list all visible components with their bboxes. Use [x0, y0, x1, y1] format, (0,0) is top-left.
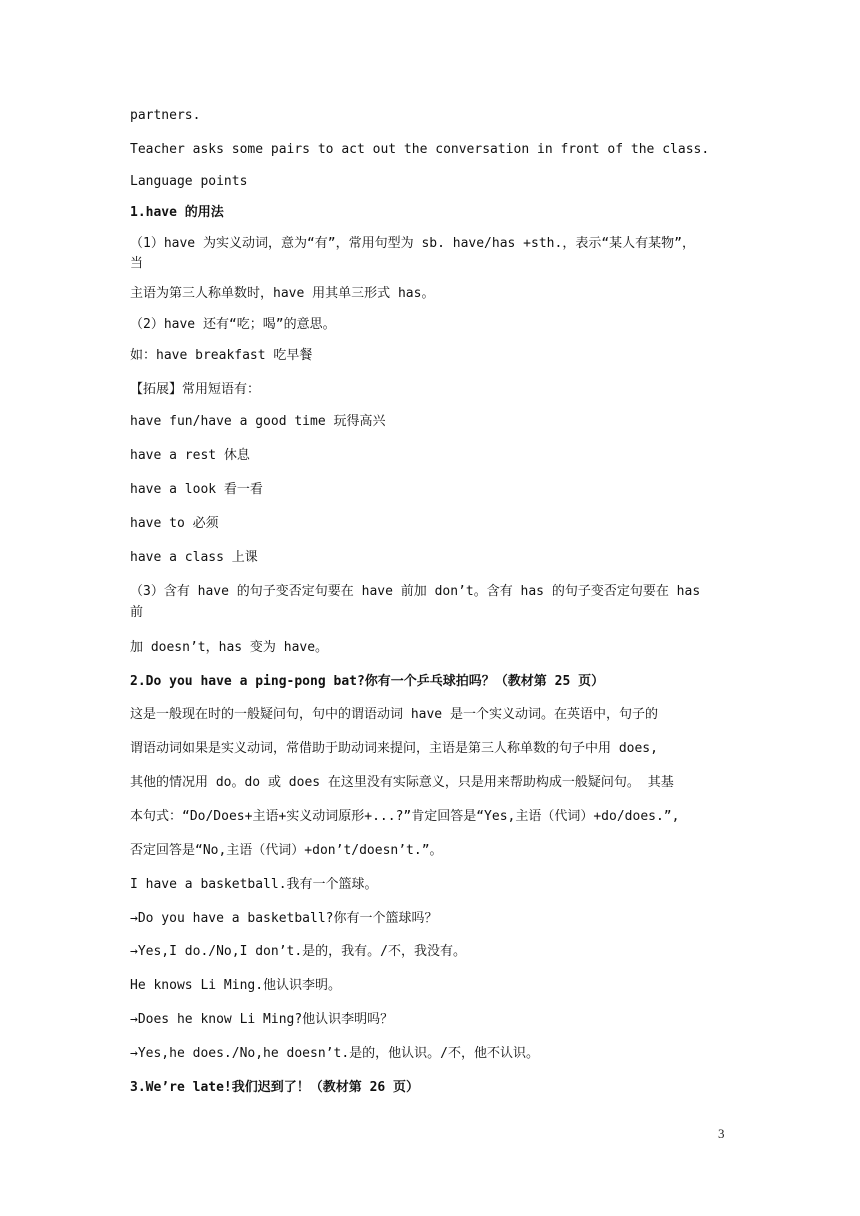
text-line: 前: [130, 605, 144, 620]
section-heading: 2.Do you have a ping-pong bat?你有一个乒乓球拍吗？（教材第 25 页）: [130, 674, 605, 689]
text-line: 谓语动词如果是实义动词，常借助于助动词来提问，主语是第三人称单数的句子中用 does,: [130, 741, 658, 756]
text-line: I have a basketball.我有一个篮球。: [130, 877, 378, 892]
page-number: 3: [718, 1126, 725, 1141]
text-line: 本句式：“Do/Does+主语+实义动词原形+...?”肯定回答是“Yes,主语（代词）+do/does.”,: [130, 809, 680, 824]
text-line: partners.: [130, 108, 201, 123]
section-heading: 3.We’re late!我们迟到了！（教材第 26 页）: [130, 1080, 420, 1095]
text-line: Language points: [130, 174, 248, 189]
text-line: have a rest 休息: [130, 448, 250, 463]
text-line: →Do you have a basketball?你有一个篮球吗？: [130, 911, 438, 926]
text-line: 如：have breakfast 吃早餐: [130, 348, 313, 363]
text-line: have a look 看一看: [130, 482, 263, 497]
text-line: have to 必须: [130, 516, 219, 531]
text-line: →Yes,he does./No,he doesn’t.是的，他认识。/不，他不认识。: [130, 1046, 539, 1061]
text-line: →Does he know Li Ming?他认识李明吗？: [130, 1012, 394, 1027]
text-line: 加 doesn’t，has 变为 have。: [130, 640, 329, 655]
text-line: （1）have 为实义动词，意为“有”，常用句型为 sb. have/has +sth.，表示“某人有某物”，: [130, 236, 695, 251]
text-line: 这是一般现在时的一般疑问句，句中的谓语动词 have 是一个实义动词。在英语中，句子的: [130, 707, 658, 722]
text-line: 否定回答是“No,主语（代词）+don’t/doesn’t.”。: [130, 843, 443, 858]
text-line: have a class 上课: [130, 550, 258, 565]
text-line: 当: [130, 256, 144, 271]
text-line: （3）含有 have 的句子变否定句要在 have 前加 don’t。含有 has 的句子变否定句要在 has: [130, 584, 701, 599]
text-line: He knows Li Ming.他认识李明。: [130, 978, 342, 993]
text-line: 主语为第三人称单数时，have 用其单三形式 has。: [130, 286, 435, 301]
text-line: →Yes,I do./No,I don’t.是的，我有。/不，我没有。: [130, 944, 467, 959]
section-heading: 1.have 的用法: [130, 205, 224, 220]
text-line: 其他的情况用 do。do 或 does 在这里没有实际意义，只是用来帮助构成一般疑问句。 其基: [130, 775, 674, 790]
text-line: （2）have 还有“吃；喝”的意思。: [130, 317, 336, 332]
text-line: 【拓展】常用短语有：: [130, 382, 261, 397]
text-line: Teacher asks some pairs to act out the conversation in front of the class.: [130, 142, 710, 157]
text-line: have fun/have a good time 玩得高兴: [130, 414, 386, 429]
